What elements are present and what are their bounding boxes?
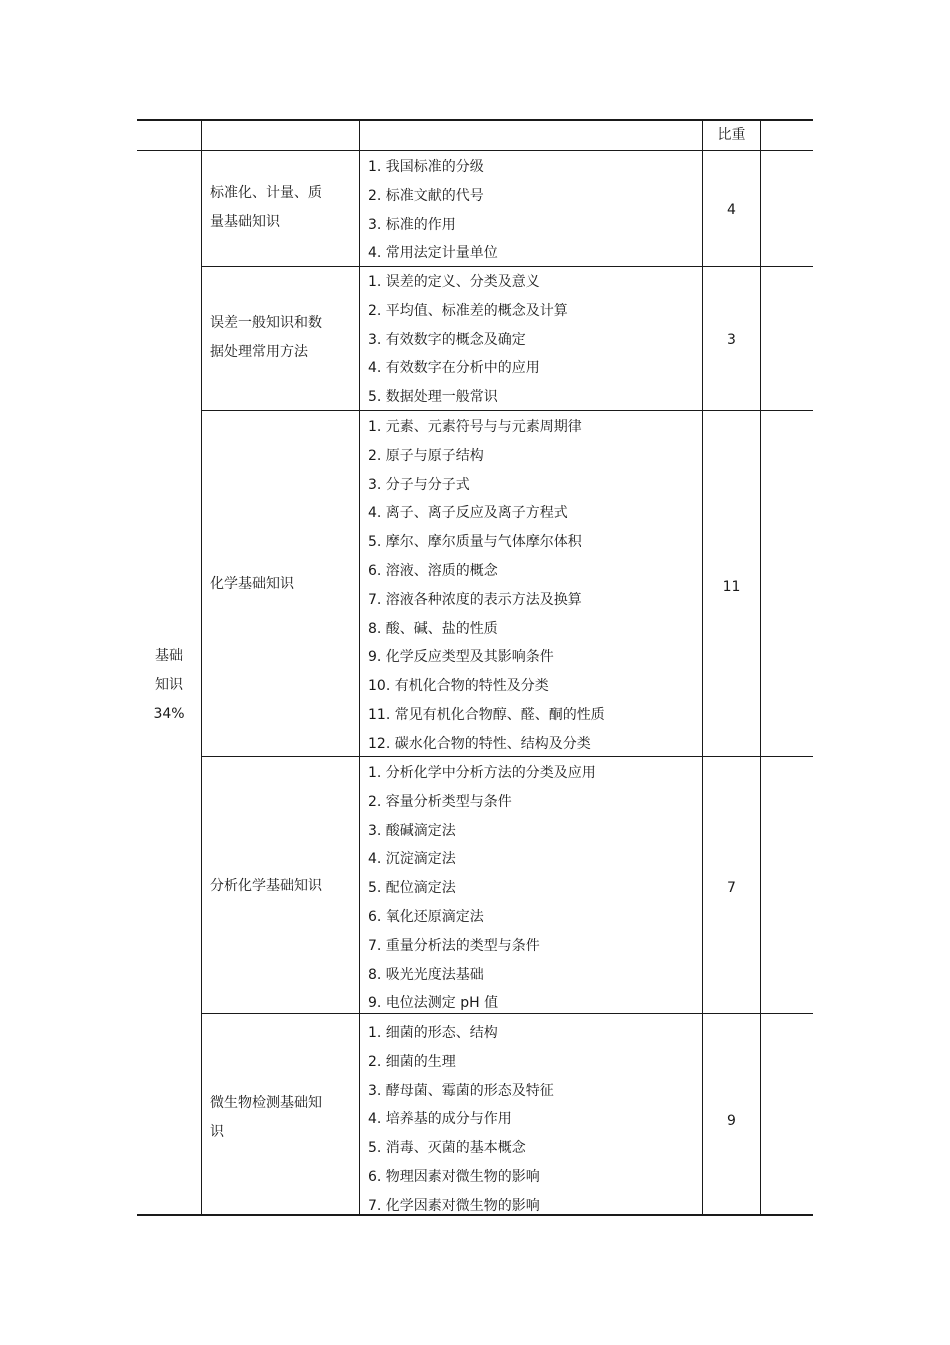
list-item: 3. 标准的作用: [368, 216, 456, 233]
section-item-list: [368, 1019, 554, 1221]
section-weight: 4: [727, 202, 736, 218]
section-topic: [210, 179, 350, 237]
list-item: 6. 溶液、溶质的概念: [368, 562, 498, 579]
section-item-list: [368, 268, 568, 412]
section-weight: 9: [727, 1113, 736, 1129]
list-item: 1. 分析化学中分析方法的分类及应用: [368, 765, 596, 781]
category-line: 知识: [155, 677, 183, 693]
list-item: 2. 细菌的生理: [368, 1053, 456, 1070]
topic-line: 微生物检测基础知: [210, 1095, 322, 1111]
list-item: 3. 酵母菌、霉菌的形态及特征: [368, 1082, 554, 1099]
column-divider: [359, 120, 360, 1215]
list-item: 2. 标准文献的代号: [368, 187, 484, 204]
list-item: 3. 分子与分子式: [368, 476, 470, 493]
list-item: 1. 我国标准的分级: [368, 159, 484, 175]
list-item: 2. 平均值、标准差的概念及计算: [368, 302, 568, 319]
section-topic: [210, 872, 350, 901]
list-item: 11. 常见有机化合物醇、醛、酮的性质: [368, 706, 605, 723]
list-item: 5. 消毒、灭菌的基本概念: [368, 1140, 526, 1157]
topic-line: 据处理常用方法: [210, 344, 308, 360]
section-item-list: [368, 413, 605, 759]
list-item: 6. 物理因素对微生物的影响: [368, 1168, 540, 1185]
list-item: 7. 溶液各种浓度的表示方法及换算: [368, 591, 582, 608]
list-item: 10. 有机化合物的特性及分类: [368, 678, 549, 695]
topic-line: 量基础知识: [210, 214, 280, 230]
list-item: 8. 酸、碱、盐的性质: [368, 620, 498, 637]
section-weight: 3: [727, 332, 736, 348]
list-item: 4. 培养基的成分与作用: [368, 1111, 512, 1128]
header-weight: 比重: [717, 127, 746, 143]
section-topic: [210, 570, 350, 599]
list-item: 1. 误差的定义、分类及意义: [368, 274, 540, 290]
list-item: 4. 离子、离子反应及离子方程式: [368, 505, 568, 522]
list-item: 5. 数据处理一般常识: [368, 389, 498, 406]
list-item: 4. 沉淀滴定法: [368, 851, 456, 868]
list-item: 1. 元素、元素符号与与元素周期律: [368, 419, 582, 435]
list-item: 7. 化学因素对微生物的影响: [368, 1197, 540, 1214]
column-divider: [201, 120, 202, 1215]
column-divider: [760, 120, 761, 1215]
list-item: 5. 配位滴定法: [368, 880, 456, 897]
category-line: 基础: [155, 648, 183, 664]
table-top-rule: [137, 119, 813, 121]
list-item: 1. 细菌的形态、结构: [368, 1025, 498, 1041]
list-item: 2. 原子与原子结构: [368, 447, 484, 464]
section-item-list: [368, 759, 596, 1018]
list-item: 3. 酸碱滴定法: [368, 822, 456, 839]
list-item: 6. 氧化还原滴定法: [368, 908, 484, 925]
category-label: [138, 642, 200, 729]
list-item: 9. 化学反应类型及其影响条件: [368, 649, 554, 666]
column-divider: [702, 120, 703, 1215]
category-percent: 34%: [153, 706, 185, 722]
list-item: 4. 常用法定计量单位: [368, 245, 498, 262]
list-item: 12. 碳水化合物的特性、结构及分类: [368, 735, 591, 752]
header-bottom-rule: [137, 150, 813, 151]
section-weight: 7: [727, 880, 736, 896]
section-item-list: [368, 153, 498, 268]
topic-line: 识: [210, 1124, 224, 1140]
list-item: 3. 有效数字的概念及确定: [368, 331, 526, 348]
section-weight: 11: [722, 579, 741, 595]
list-item: 8. 吸光光度法基础: [368, 966, 484, 983]
topic-line: 化学基础知识: [210, 576, 294, 592]
section-topic: [210, 309, 350, 367]
list-item: 5. 摩尔、摩尔质量与气体摩尔体积: [368, 534, 582, 551]
list-item: 9. 电位法测定 pH 值: [368, 995, 499, 1012]
section-topic: [210, 1089, 350, 1147]
topic-line: 标准化、计量、质: [210, 185, 322, 201]
row-divider: [201, 266, 813, 267]
topic-line: 分析化学基础知识: [210, 878, 322, 894]
list-item: 7. 重量分析法的类型与条件: [368, 937, 540, 954]
list-item: 2. 容量分析类型与条件: [368, 793, 512, 810]
list-item: 4. 有效数字在分析中的应用: [368, 360, 540, 377]
topic-line: 误差一般知识和数: [210, 315, 322, 331]
